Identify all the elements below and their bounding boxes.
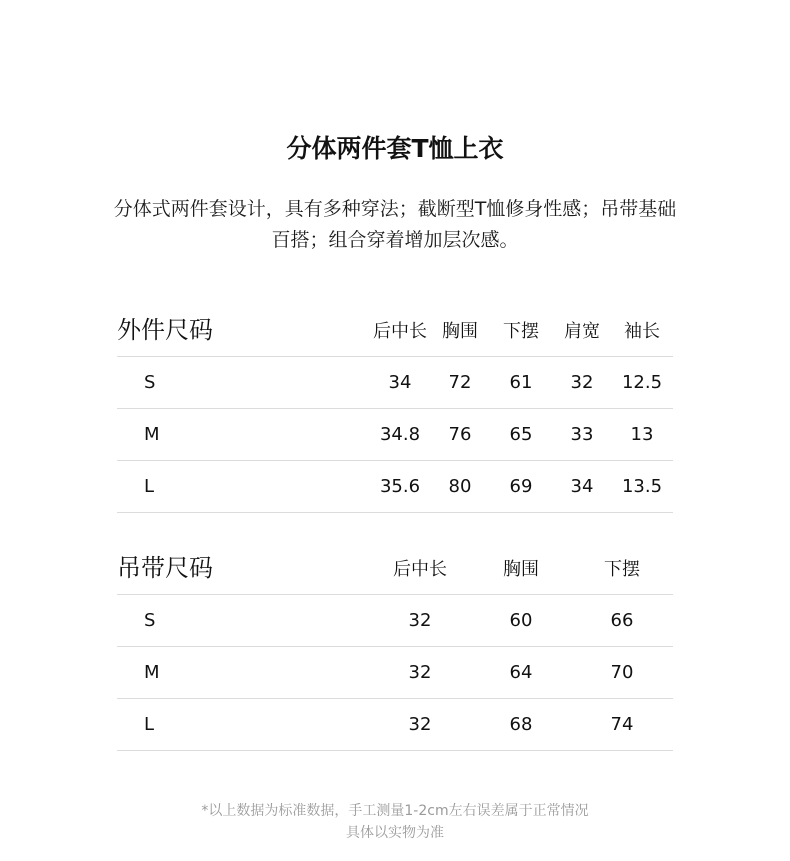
strap-size-table — [117, 542, 673, 751]
table-header-row — [117, 304, 673, 357]
table-row — [117, 357, 673, 409]
table-row — [117, 699, 673, 751]
table-title: 外件尺码 — [117, 316, 213, 344]
table-cell: 69 — [509, 476, 533, 497]
column-header-back-length: 后中长 — [373, 321, 427, 342]
column-header-chest: 胸围 — [503, 559, 539, 580]
table-cell: 65 — [509, 424, 533, 445]
size-label: L — [144, 476, 155, 497]
table-cell: 35.6 — [379, 476, 421, 497]
table-header-row — [117, 542, 673, 595]
table-title: 吊带尺码 — [117, 554, 213, 582]
size-label: L — [144, 714, 155, 735]
table-row — [117, 461, 673, 513]
size-label: M — [144, 424, 160, 445]
table-cell: 33 — [570, 424, 594, 445]
table-cell: 68 — [509, 714, 533, 735]
column-header-sleeve: 袖长 — [624, 321, 660, 342]
table-cell: 12.5 — [621, 372, 663, 393]
table-row — [117, 595, 673, 647]
size-label: S — [144, 372, 156, 393]
table-cell: 34 — [570, 476, 594, 497]
table-cell: 74 — [610, 714, 634, 735]
size-label: M — [144, 662, 160, 683]
table-cell: 70 — [610, 662, 634, 683]
table-cell: 80 — [448, 476, 472, 497]
table-cell: 76 — [448, 424, 472, 445]
table-cell: 32 — [408, 662, 432, 683]
measurement-note — [0, 800, 790, 844]
table-cell: 32 — [570, 372, 594, 393]
column-header-hem: 下摆 — [604, 559, 640, 580]
note-line: 具体以实物为准 — [346, 825, 444, 841]
product-description: 分体式两件套设计，具有多种穿法；截断型T恤修身性感；吊带基础百搭；组合穿着增加层次感。 — [113, 198, 677, 251]
size-label: S — [144, 610, 156, 631]
outer-size-table — [117, 304, 673, 513]
table-cell: 72 — [448, 372, 472, 393]
table-cell: 13 — [630, 424, 654, 445]
table-cell: 32 — [408, 610, 432, 631]
column-header-shoulder: 肩宽 — [564, 321, 600, 342]
table-cell: 34 — [388, 372, 412, 393]
table-cell: 66 — [610, 610, 634, 631]
column-header-chest: 胸围 — [442, 321, 478, 342]
table-cell: 64 — [509, 662, 533, 683]
table-cell: 60 — [509, 610, 533, 631]
column-header-back-length: 后中长 — [393, 559, 447, 580]
column-header-hem: 下摆 — [503, 321, 539, 342]
page-title: 分体两件套T恤上衣 — [286, 134, 504, 163]
table-cell: 32 — [408, 714, 432, 735]
table-cell: 13.5 — [621, 476, 663, 497]
table-cell: 34.8 — [379, 424, 421, 445]
table-row — [117, 409, 673, 461]
table-row — [117, 647, 673, 699]
note-line: *以上数据为标准数据，手工测量1-2cm左右误差属于正常情况 — [201, 803, 589, 819]
table-cell: 61 — [509, 372, 533, 393]
